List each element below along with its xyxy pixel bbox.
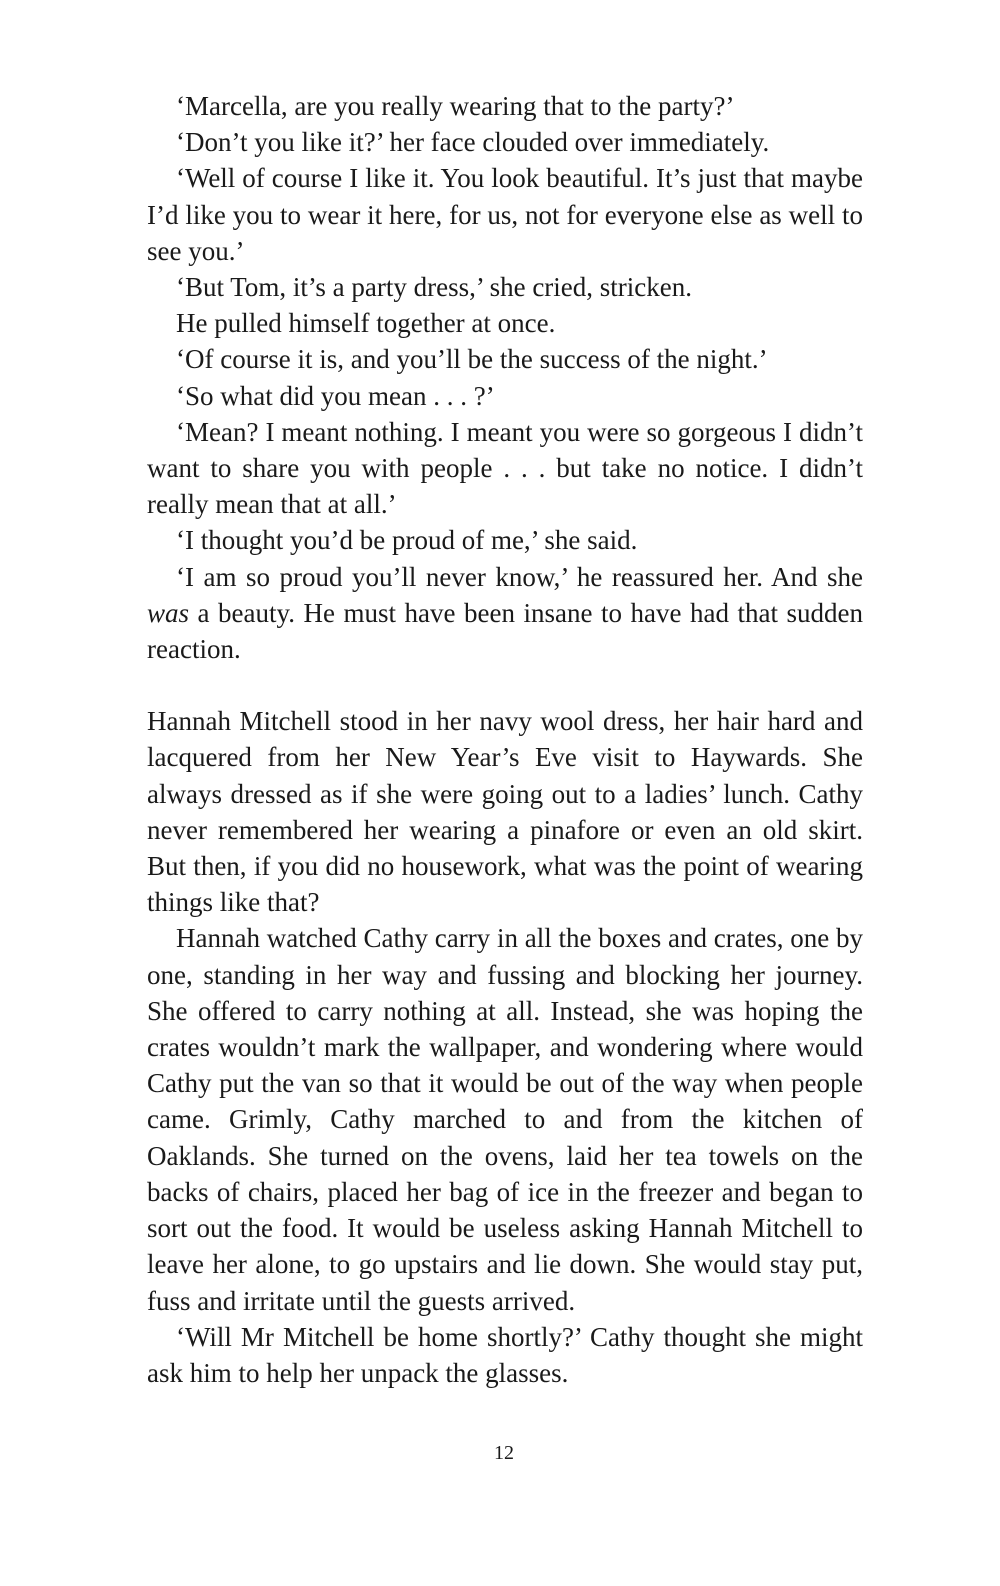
paragraph: ‘Marcella, are you really wearing that to the party?’ (176, 91, 735, 121)
paragraph: Hannah watched Cathy carry in all the boxes and crates, one by one, standing in her way and fussing and blocking her journey. She offered to carry nothing at all. Instead, she was hoping the crates wouldn’t mark the wallpaper, and wondering where would Cathy put the van so that it would be out of the way when people came. Grimly, Cathy marched to and from the kitchen of Oaklands. She turned on the ovens, laid her tea towels on the backs of chairs, placed her bag of ice in the freezer and began to sort out the food. It would be useless asking Hannah Mitchell to leave her alone, to go upstairs and lie down. She would stay put, fuss and irritate until the guests arrived. (147, 923, 863, 1316)
paragraph (147, 559, 863, 668)
paragraph: ‘Mean? I meant nothing. I meant you were so gorgeous I didn’t want to share you with people . . . but take no notice. I didn’t really mean that at all.’ (147, 416, 863, 520)
paragraph: ‘Of course it is, and you’ll be the success of the night.’ (176, 344, 768, 375)
paragraph: ‘Don’t you like it?’ her face clouded over immediately. (176, 127, 770, 158)
page-body (147, 88, 863, 1391)
paragraph-text: a beauty. He must have been insane to have had that sudden reaction. (147, 597, 863, 665)
page-number: 12 (494, 1442, 514, 1464)
paragraph: ‘I thought you’d be proud of me,’ she said. (176, 525, 638, 556)
paragraph: ‘Will Mr Mitchell be home shortly?’ Cathy thought she might ask him to help her unpack the glasses. (147, 1321, 863, 1388)
section-break (147, 667, 863, 703)
paragraph: Hannah Mitchell stood in her navy wool dress, her hair hard and lacquered from her New Year’s Eve visit to Haywards. She always dressed as if she were going out to a ladies’ lunch. Cathy never remembered her wearing a pinafore or even an old skirt. But then, if you did no housework, what was the point of wearing things like that? (147, 706, 863, 918)
paragraph-text: ‘I am so proud you’ll never know,’ he reassured her. And she (176, 561, 863, 592)
paragraph: ‘Well of course I like it. You look beautiful. It’s just that maybe I’d like you to wear it here, for us, not for everyone else as well to see you.’ (147, 163, 863, 266)
emphasis-text: was (147, 597, 190, 628)
paragraph: He pulled himself together at once. (176, 308, 556, 339)
paragraph: ‘So what did you mean . . . ?’ (176, 380, 495, 411)
paragraph: ‘But Tom, it’s a party dress,’ she cried, stricken. (176, 272, 692, 303)
